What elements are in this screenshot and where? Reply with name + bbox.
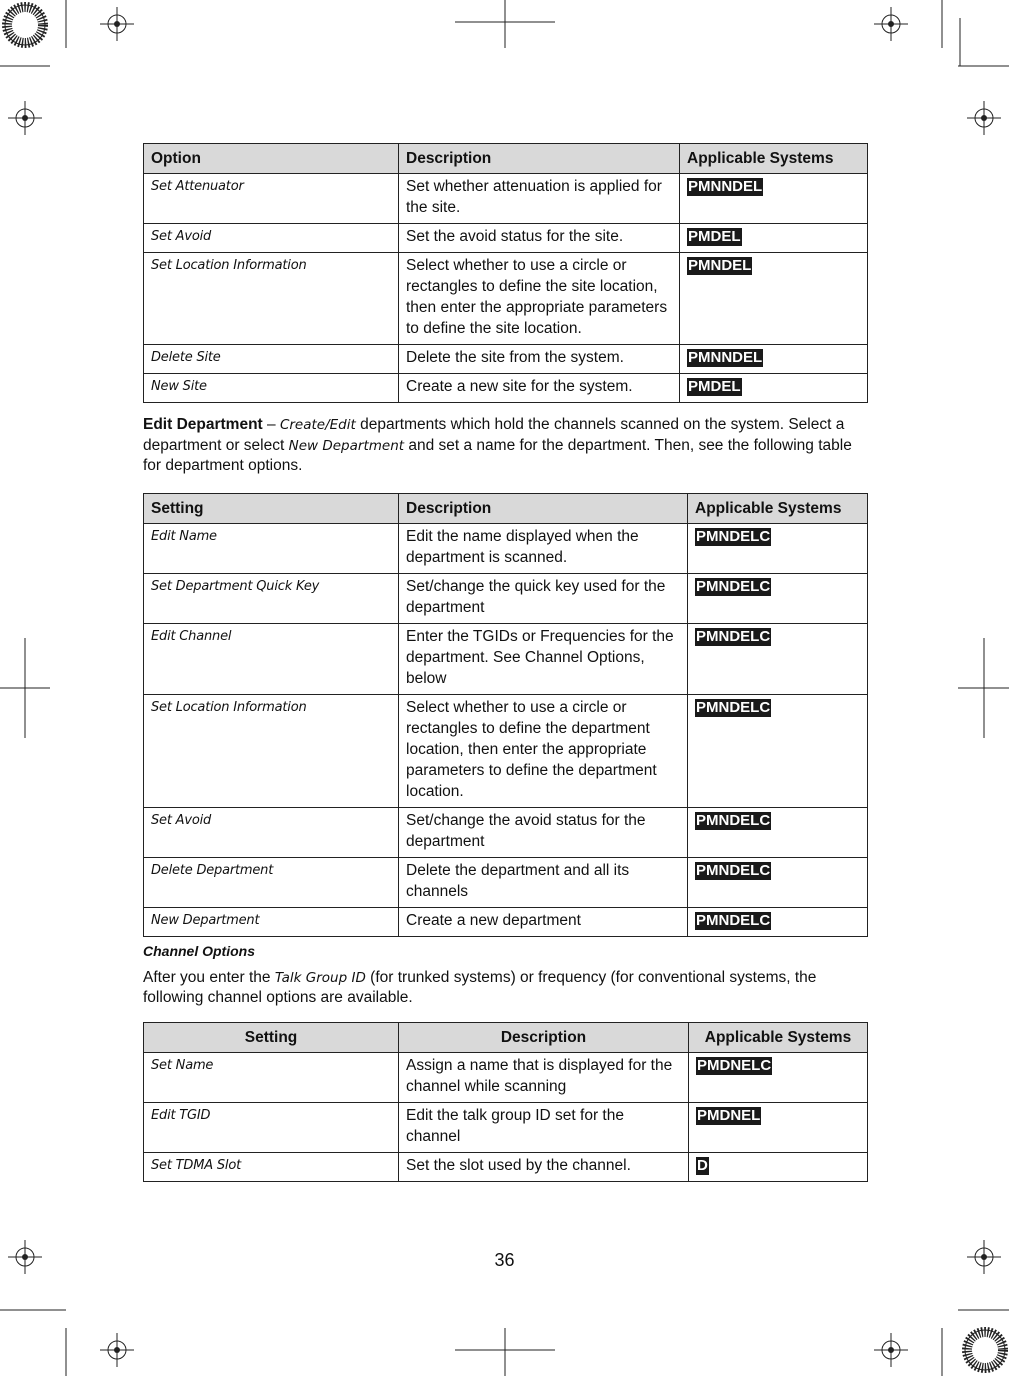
column-header: Setting xyxy=(144,493,399,523)
column-header: Description xyxy=(399,493,688,523)
systems-badge: PMNDELC xyxy=(696,811,771,829)
paragraph-text: After you enter the xyxy=(143,968,275,986)
description-cell: Create a new department xyxy=(399,907,688,936)
column-header: Applicable Systems xyxy=(688,493,868,523)
systems-cell xyxy=(688,523,868,573)
systems-cell xyxy=(680,174,868,224)
table-row xyxy=(144,573,868,623)
systems-cell xyxy=(689,1052,868,1102)
table-row xyxy=(144,174,868,224)
table-row xyxy=(144,374,868,403)
column-header: Description xyxy=(399,1022,689,1052)
option-cell: New Department xyxy=(144,907,399,936)
column-header: Option xyxy=(144,144,399,174)
column-header: Applicable Systems xyxy=(689,1022,868,1052)
description-cell: Select whether to use a circle or rectangles to define the site location, then enter the appropriate parameters to define the site location. xyxy=(399,253,680,345)
systems-badge: PMNDELC xyxy=(696,698,771,716)
option-cell: Delete Site xyxy=(144,345,399,374)
table-row xyxy=(144,1152,868,1181)
edit-department-paragraph xyxy=(143,415,867,477)
option-cell: Set Avoid xyxy=(144,224,399,253)
systems-cell xyxy=(689,1102,868,1152)
systems-cell xyxy=(688,907,868,936)
table-row xyxy=(144,1052,868,1102)
channel-settings-table xyxy=(143,1022,868,1182)
description-cell: Set/change the quick key used for the department xyxy=(399,573,688,623)
column-header: Applicable Systems xyxy=(680,144,868,174)
table-row xyxy=(144,345,868,374)
option-cell: New Site xyxy=(144,374,399,403)
paragraph-text: departments which hold the channels scanned on the system. Select a department or select xyxy=(143,416,845,454)
page-number: 36 xyxy=(494,1250,515,1270)
table-row xyxy=(144,623,868,694)
systems-badge: PMNNDEL xyxy=(688,178,763,195)
description-cell: Set the slot used by the channel. xyxy=(399,1152,689,1181)
systems-badge: PMDNELC xyxy=(697,1056,772,1074)
option-cell: Edit TGID xyxy=(144,1102,399,1152)
table-row xyxy=(144,694,868,807)
description-cell: Edit the talk group ID set for the channel xyxy=(399,1102,689,1152)
option-cell: Set Avoid xyxy=(144,807,399,857)
table-row xyxy=(144,523,868,573)
description-cell: Select whether to use a circle or rectangles to define the department location, then enter the appropriate parameters to define the department location. xyxy=(399,694,688,807)
option-cell: Set Attenuator xyxy=(144,174,399,224)
systems-cell xyxy=(688,623,868,694)
systems-cell xyxy=(689,1152,868,1181)
table-row xyxy=(144,1102,868,1152)
systems-cell xyxy=(688,857,868,907)
option-cell: Edit Channel xyxy=(144,623,399,694)
option-cell: Set Department Quick Key xyxy=(144,573,399,623)
department-settings-table xyxy=(143,493,868,937)
table-row xyxy=(144,253,868,345)
dash: – xyxy=(262,416,280,433)
description-cell: Set whether attenuation is applied for the site. xyxy=(399,174,680,224)
systems-badge: PMNDELC xyxy=(696,577,771,595)
channel-options-heading: Channel Options xyxy=(143,942,255,959)
systems-badge: PMNDEL xyxy=(688,257,752,274)
column-header: Description xyxy=(399,144,680,174)
new-department-term: New Department xyxy=(288,437,405,454)
systems-badge: PMDEL xyxy=(688,378,741,395)
option-cell: Set Location Information xyxy=(144,253,399,345)
option-cell: Set Name xyxy=(144,1052,399,1102)
description-cell: Create a new site for the system. xyxy=(399,374,680,403)
table-header-row xyxy=(144,493,868,523)
paragraph-text: and set a name for the department. Then, see the following table for department options. xyxy=(143,436,852,474)
option-cell: Edit Name xyxy=(144,523,399,573)
systems-cell xyxy=(688,694,868,807)
table-header-row xyxy=(144,144,868,174)
option-cell: Delete Department xyxy=(144,857,399,907)
description-cell: Assign a name that is displayed for the channel while scanning xyxy=(399,1052,689,1102)
site-options-table xyxy=(143,143,868,403)
systems-cell xyxy=(680,374,868,403)
systems-badge: PMNDELC xyxy=(696,527,771,545)
description-cell: Set the avoid status for the site. xyxy=(399,224,680,253)
page-content xyxy=(143,143,867,1182)
description-cell: Edit the name displayed when the department is scanned. xyxy=(399,523,688,573)
systems-badge: PMDNEL xyxy=(697,1106,761,1124)
description-cell: Delete the department and all its channels xyxy=(399,857,688,907)
channel-options-paragraph xyxy=(143,968,867,1009)
description-cell: Enter the TGIDs or Frequencies for the department. See Channel Options, below xyxy=(399,623,688,694)
edit-department-heading: Edit Department xyxy=(143,416,263,433)
column-header: Setting xyxy=(144,1022,399,1052)
systems-badge: D xyxy=(697,1156,708,1174)
systems-badge: PMDEL xyxy=(688,228,741,245)
systems-cell xyxy=(680,253,868,345)
systems-badge: PMNNDEL xyxy=(688,349,763,366)
systems-badge: PMNDELC xyxy=(696,911,771,929)
table-header-row xyxy=(144,1022,868,1052)
paragraph-text: (for trunked systems) or frequency (for conventional systems, the following channel options are available. xyxy=(143,968,817,1006)
create-edit-term: Create/Edit xyxy=(279,417,356,433)
table-row xyxy=(144,857,868,907)
systems-cell xyxy=(680,224,868,253)
systems-cell xyxy=(688,573,868,623)
table-row xyxy=(144,807,868,857)
systems-cell xyxy=(688,807,868,857)
description-cell: Delete the site from the system. xyxy=(399,345,680,374)
table-row xyxy=(144,224,868,253)
systems-badge: PMNDELC xyxy=(696,627,771,645)
description-cell: Set/change the avoid status for the department xyxy=(399,807,688,857)
option-cell: Set TDMA Slot xyxy=(144,1152,399,1181)
table-row xyxy=(144,907,868,936)
talk-group-term: Talk Group ID xyxy=(274,969,366,986)
systems-cell xyxy=(680,345,868,374)
option-cell: Set Location Information xyxy=(144,694,399,807)
systems-badge: PMNDELC xyxy=(696,861,771,879)
